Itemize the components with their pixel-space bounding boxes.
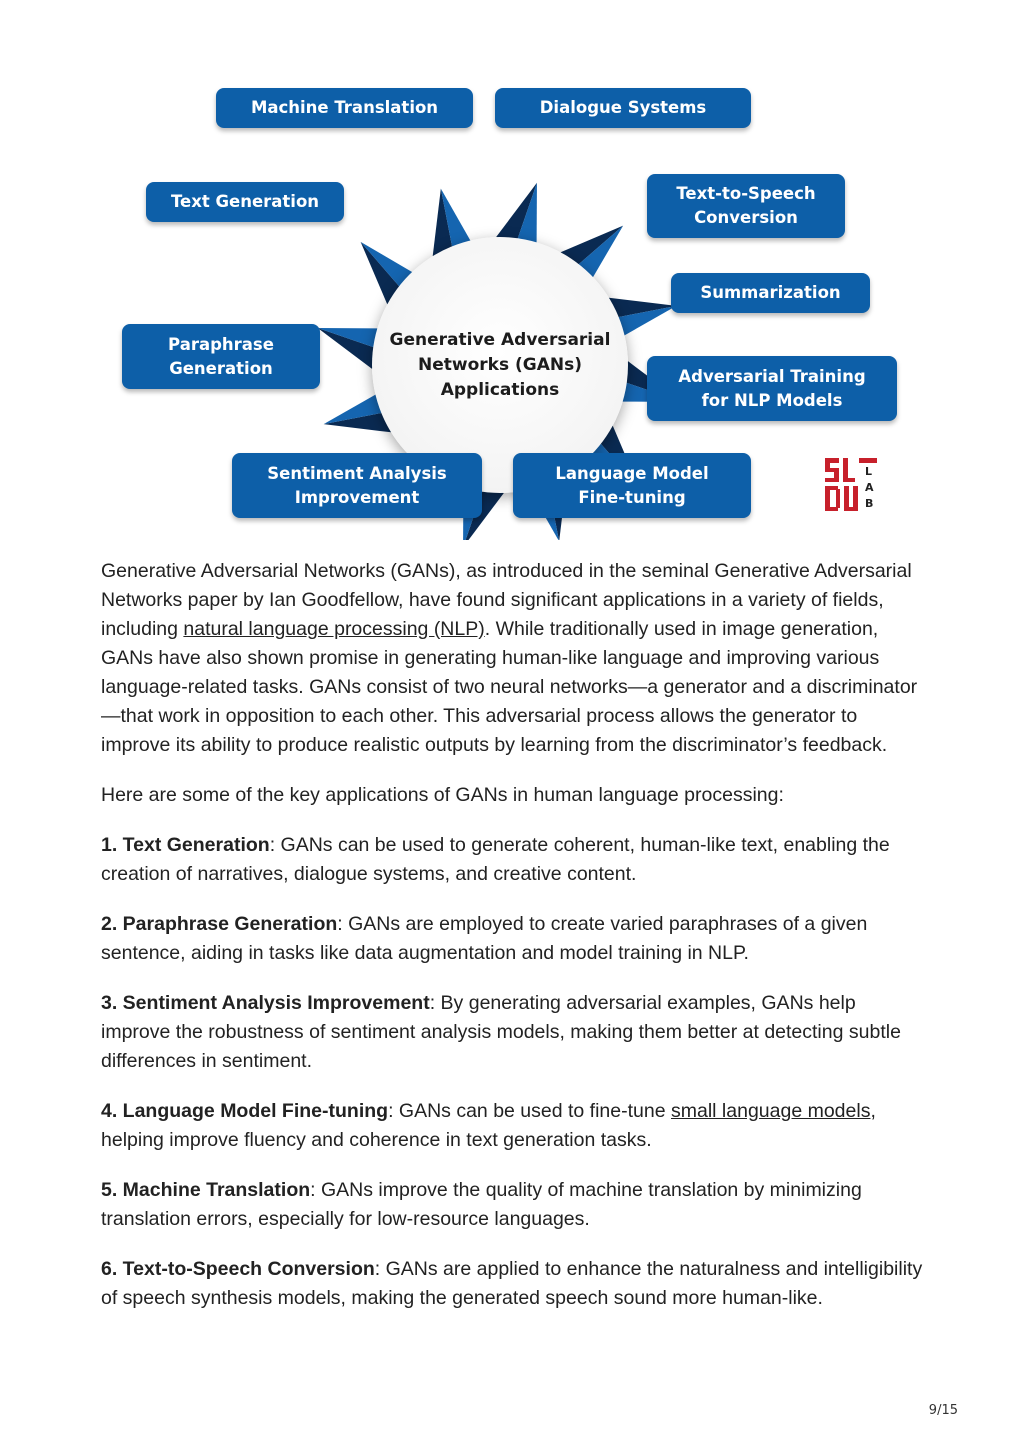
list-item — [101, 1255, 923, 1313]
item-text: : By generating adversarial examples, GANs help improve the robustness of sentiment analysis models, making them better at detecting subtle differences in sentiment. — [101, 992, 901, 1072]
intro-paragraph — [101, 557, 923, 760]
nlp-link[interactable]: natural language processing (NLP) — [183, 618, 485, 640]
lead-paragraph: Here are some of the key applications of GANs in human language processing: — [101, 784, 784, 806]
node-machine-translation: Machine Translation — [216, 88, 473, 128]
item-text: : GANs can be used to generate coherent, human-like text, enabling the creation of narratives, dialogue systems, and creative content. — [101, 834, 890, 885]
item-title: 5. Machine Translation — [101, 1179, 311, 1201]
article-body — [101, 557, 923, 1334]
list-item — [101, 989, 923, 1076]
gan-applications-diagram — [0, 70, 1024, 540]
node-paraphrase-generation: Paraphrase Generation — [122, 324, 320, 389]
item-text: : GANs can be used to fine-tune — [388, 1100, 671, 1122]
item-title: 6. Text-to-Speech Conversion — [101, 1258, 375, 1280]
node-sentiment-analysis: Sentiment Analysis Improvement — [232, 453, 482, 518]
item-title: 2. Paraphrase Generation — [101, 913, 338, 935]
node-adversarial-training: Adversarial Training for NLP Models — [647, 356, 897, 421]
item-text: : GANs are applied to enhance the naturalness and intelligibility of speech synthesis models, making the generated speech sound more human-like. — [101, 1258, 923, 1309]
item-text: : GANs are employed to create varied paraphrases of a given sentence, aiding in tasks like data augmentation and model training in NLP. — [101, 913, 868, 964]
item-text: : GANs improve the quality of machine translation by minimizing translation errors, especially for low-resource languages. — [101, 1179, 862, 1230]
logo-letter-l: L — [865, 465, 873, 478]
lab-logo — [822, 457, 882, 513]
node-dialogue-systems: Dialogue Systems — [495, 88, 751, 128]
list-item — [101, 831, 923, 889]
node-language-model-finetuning: Language Model Fine-tuning — [513, 453, 751, 518]
item-title: 3. Sentiment Analysis Improvement — [101, 992, 430, 1014]
item-text: , helping improve fluency and coherence in text generation tasks. — [101, 1100, 876, 1151]
diagram-center-circle: Generative Adversarial Networks (GANs) Applications — [372, 237, 628, 493]
small-language-models-link[interactable]: small language models — [671, 1100, 871, 1122]
item-title: 4. Language Model Fine-tuning — [101, 1100, 389, 1122]
list-item — [101, 1176, 923, 1234]
logo-letter-b: B — [865, 497, 874, 510]
list-item — [101, 1097, 923, 1155]
list-item — [101, 910, 923, 968]
logo-letter-a: A — [865, 481, 874, 494]
node-summarization: Summarization — [671, 273, 870, 313]
node-text-generation: Text Generation — [146, 182, 344, 222]
page-number: 9/15 — [928, 1403, 958, 1418]
item-title: 1. Text Generation — [101, 834, 270, 856]
intro-text-2: . While traditionally used in image generation, GANs have also shown promise in generating human-like language and improving various language-related tasks. GANs consist of two neural networks—a generator and a discriminator—that work in opposition to each other. This adversarial process allows the generator to improve its ability to produce realistic outputs by learning from the discriminator’s feedback. — [101, 618, 918, 756]
intro-text-1: Generative Adversarial Networks (GANs), as introduced in the seminal Generative Adversarial Networks paper by Ian Goodfellow, have found significant applications in a variety of fields, including — [101, 560, 912, 640]
node-text-to-speech: Text-to-Speech Conversion — [647, 174, 845, 238]
